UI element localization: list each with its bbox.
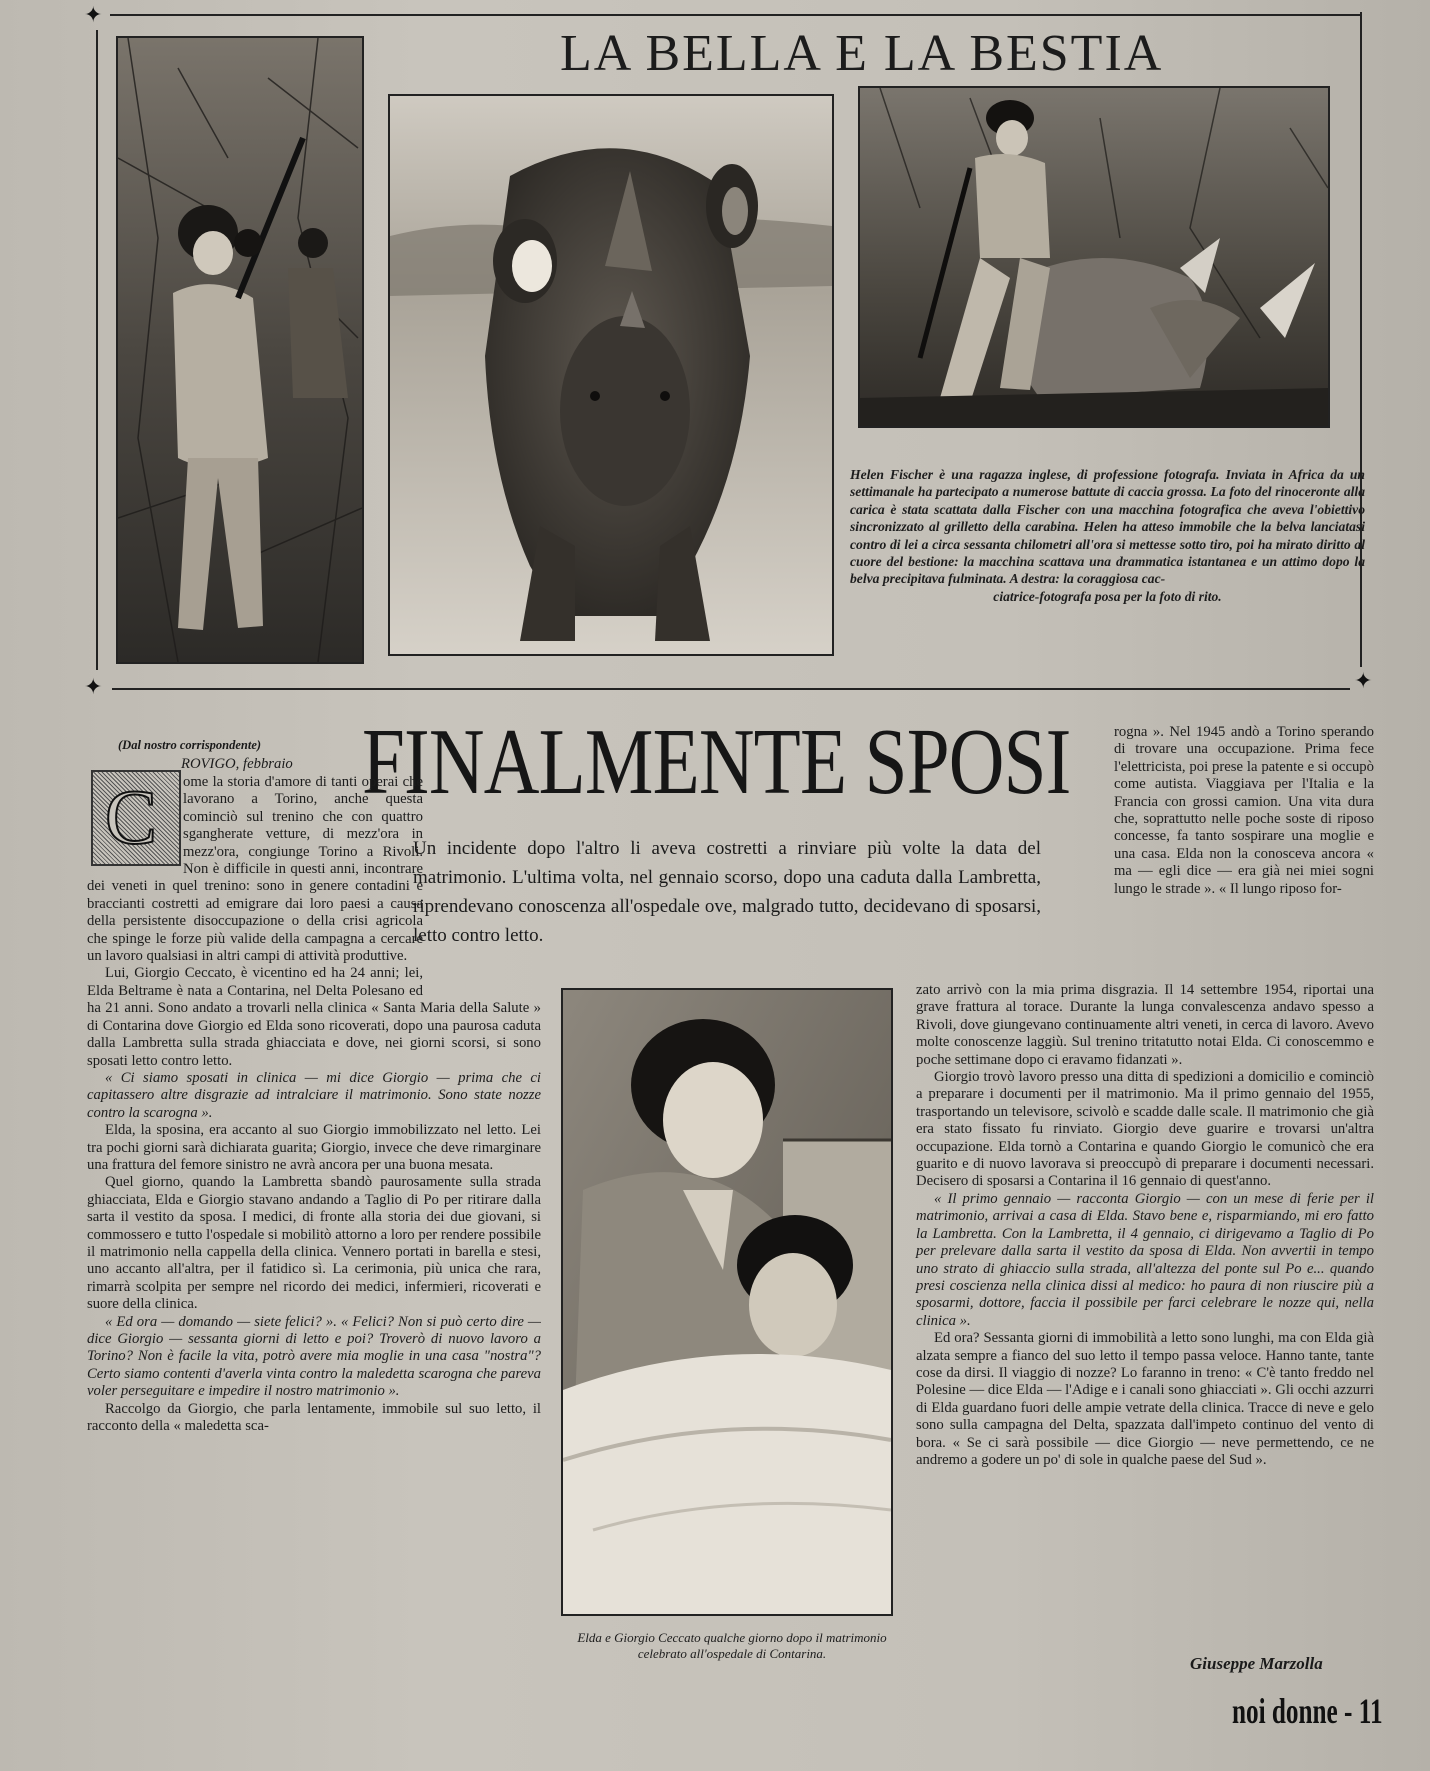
couple-photo-caption: Elda e Giorgio Ceccato qualche giorno dopo il matrimonio celebrato all'ospedale di Contarina.	[577, 1630, 887, 1661]
paragraph: ome la storia d'amore di tanti operai che lavorano a Torino, anche questa cominciò sul trenino che con quattro sgangherate vetture, di mezz'ora in mezz'ora, congiunge Torino a Rivoli. Non è difficile in questi anni, incontrare dei veneti in quel trenino: sono in genere contadini e braccianti costretti ad emigrare dai loro paesi a causa della persistente disoccupazione o della crisi agricola che spinge le forze più valide della campagna a cercare un lavoro qualsiasi in altri campi di attività produttive.	[87, 774, 423, 965]
ornament-star-icon: ✦	[84, 2, 103, 27]
paragraph: « Il primo gennaio — racconta Giorgio — con un mese di ferie per il matrimonio, arrivai a casa di Elda. Stavo bene e, risparmiando, mi ero fatto la Lambretta. Con la Lambretta, il 4 gennaio, ci dirigevamo a Taglio di Po per prelevare dalla sarta il vestito da sposa di Elda. Non avvertii in tempo uno strato di ghiaccio sulla strada, all'altezza del ponte sul Po e... quando presi coscienza nella clinica dissi al medico: ho paura di non riuscire più a sposarmi, dottore, faccia il possibile per farci celebrare le nozze qui, nella clinica ».	[916, 1190, 1374, 1329]
column-3-body	[916, 982, 1374, 1469]
article-title: FINALMENTE SPOSI	[362, 710, 1071, 814]
paragraph: Raccolgo da Giorgio, che parla lentamente, immobile sul suo letto, il racconto della « maledetta sca-	[87, 1400, 541, 1435]
paragraph: « Ed ora — domando — siete felici? ». « Felici? Non si può certo dire — dice Giorgio — sessanta giorni di letto e poi? Troverò di nuovo lavoro a Torino? Non è facile la vita, potrò avere mia moglie in una casa "nostra"? Certo siamo contenti d'averla vinta contro la maledetta scarogna che pareva voler perseguitare e impedire il nostro matrimonio ».	[87, 1313, 541, 1400]
column-1-body	[87, 774, 541, 1435]
column-1-wrap-float	[87, 774, 183, 866]
top-story-caption-last-line: ciatrice-fotografa posa per la foto di rito.	[993, 588, 1222, 604]
paragraph: zato arrivò con la mia prima disgrazia. Il 14 settembre 1954, riportai una grave frattura al torace. Durante la lunga convalescenza andavo spesso a Rivoli, dove giungevano continuamente altri veneti, in cerca di lavoro. Avevo molte conoscenze laggiù. Sul trenino tritatutto notai Elda. Ci conoscemmo e poche settimane dopo ci eravamo fidanzati ».	[916, 982, 1374, 1068]
top-story-caption	[850, 466, 1365, 605]
column-1-wrap-float-right	[423, 774, 541, 996]
column-3-top	[1114, 724, 1374, 898]
huntress-photo	[116, 36, 364, 664]
left-border-rule	[96, 30, 98, 670]
paragraph: Quel giorno, quando la Lambretta sbandò paurosamente sulla strada ghiacciata, Elda e Giorgio stavano andando a Taglio di Po per ritirare dalla sarta il vestito da sposa. I medici, di fronte alla storia dei due giovani, si commossero e tutto l'ospedale si mobilitò attorno a loro per rendere possibile il matrimonio nella cappella della clinica. Vennero portati in barella e stesi, uno accanto all'altra, per il fatidico sì. La cerimonia, più unica che rara, rimarrà scolpita per sempre nel ricordo dei medici, infermieri, ricoverati e suore della clinica.	[87, 1174, 541, 1313]
drop-cap-letter: C	[105, 773, 158, 860]
top-story-caption-text: Helen Fischer è una ragazza inglese, di professione fotografa. Inviata in Africa da un settimanale ha partecipato a numerose battute di caccia grossa. La foto del rinoceronte alla carica è stata scattata dalla Fischer con una macchina fotografica che aveva l'obiettivo sincronizzato al grilletto della carabina. Helen ha atteso immobile che la belva lanciatasi contro di lei a circa sessanta chilometri all'ora si mettesse sotto tiro, poi ha mirato diritto al cuore del bestione: la macchina scattava una drammatica istantanea e un attimo dopo la belva precipitava fulminata. A destra: la coraggiosa cac-	[850, 467, 1365, 587]
ornament-star-icon: ✦	[84, 674, 103, 699]
byline: (Dal nostro corrispondente)	[118, 738, 262, 752]
author-signature: Giuseppe Marzolla	[1190, 1654, 1323, 1673]
paragraph: Lui, Giorgio Ceccato, è vicentino ed ha 24 anni; lei, Elda Beltrame è nata a Contarina, nel Delta Polesano ed ha 21 anni. Sono andato a trovarli nella clinica « Santa Maria della Salute » di Contarina dove Giorgio ed Elda sono ricoverati, dopo una paurosa caduta dalla Lambretta sulla strada ghiacciata e dove, nei giorni scorsi, si sono sposati letto contro letto.	[87, 965, 541, 1069]
top-story-title: LA BELLA E LA BESTIA	[560, 25, 1164, 82]
page-folio: noi donne - 11	[1232, 1691, 1383, 1731]
top-border-rule	[110, 14, 1360, 16]
couple-photo	[561, 988, 893, 1616]
paragraph: Ed ora? Sessanta giorni di immobilità a letto sono lunghi, ma con Elda già alzata sempre a fianco del suo letto il tempo passa veloce. Hanno tante, tante cose da dirsi. Il viaggio di nozze? Lo faranno in treno: « C'è tanto freddo nel Polesine — dice Elda — l'Adige e i canali sono ghiacciati ». Gli occhi azzurri di Elda guardano fuori delle ampie vetrate della clinica. Tracce di neve e gelo sono sulla campagna del Delta, spazzata dall'impeto continuo del vento di bora. « Se ci sarà possibile — dice Giorgio — neve permettendo, ce ne andremo a godere un po' di sole in qualche paese del Sud ».	[916, 1330, 1374, 1468]
article-lead: Un incidente dopo l'altro li aveva costretti a rinviare più volte la data del matrimonio. L'ultima volta, nel gennaio scorso, dopo una caduta dalla Lambretta, riprendevano conoscenza all'ospedale ove, malgrado tutto, decidevano di sposarsi, letto contro letto.	[413, 838, 1041, 946]
middle-divider-rule	[112, 688, 1350, 690]
paragraph: Elda, la sposina, era accanto al suo Giorgio immobilizzato nel letto. Lei tra pochi giorni sarà dichiarata guarita; Giorgio, invece che deve rimarginare una frattura del femore sinistro ne avrà ancora per una buona mesata.	[87, 1122, 541, 1173]
huntress-with-rhino-photo	[858, 86, 1330, 428]
paragraph: « Ci siamo sposati in clinica — mi dice Giorgio — prima che ci capitassero altre disgrazie ad intralciare il matrimonio. Sono state nozze contro la scarogna ».	[87, 1069, 541, 1121]
ornament-star-icon: ✦	[1354, 668, 1373, 693]
paragraph: rogna ». Nel 1945 andò a Torino sperando di trovare una occupazione. Prima fece l'elettricista, poi prese la patente e si occupò come autista. Viaggiava per l'Italia e la Francia con grossi camion. Una vita dura che, soprattutto nelle poche soste di riposo concesse, fa tanto sospirare una moglie e una casa. Elda non la conosceva ancora « ma — egli dice — era già nei miei sogni lungo le strade ». « Il lungo riposo for-	[1114, 724, 1374, 897]
column-1-top	[181, 756, 337, 773]
rhino-charging-photo	[388, 94, 834, 656]
paragraph: Giorgio trovò lavoro presso una ditta di spedizioni a domicilio e cominciò a preparare i documenti per il matrimonio. Ma il primo gennaio del 1955, trasportando un televisore, scivolò e scadde dalle scale. Il matrimonio che già era stato fissato fu rinviato. Giorgio deve guarire e trovarsi un'altra occupazione. Elda tornò a Contarina e quando Giorgio le comunicò che era guarito e di nuovo lavorava si preoccupò di preparare i documenti necessari. Decisero di sposarsi a Contarina il 16 gennaio di quest'anno.	[916, 1069, 1374, 1190]
dateline: ROVIGO, febbraio	[181, 756, 293, 772]
